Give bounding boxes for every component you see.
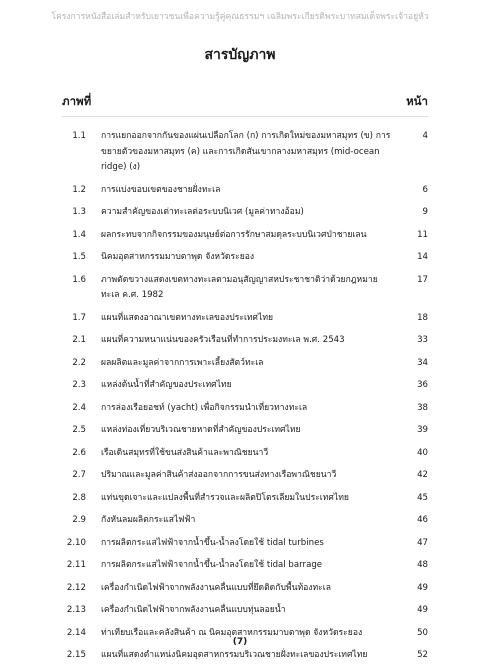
figure-page: 18 [417, 312, 428, 323]
figure-number: 1.1 [72, 131, 86, 141]
running-header: โครงการหนังสือเล่มสำหรับเยาวชนเพื่อความรู้คู่คุณธรรมฯ เฉลิมพระเกียรติพระบาทสมเด็จพระเจ้าอยู่หัว [51, 12, 429, 22]
figure-number: 2.9 [72, 515, 86, 525]
figure-number: 2.4 [72, 402, 86, 413]
figure-page: 36 [417, 380, 428, 390]
figure-number: 2.11 [66, 560, 86, 570]
figure-page: 49 [417, 582, 428, 593]
figure-entry [0, 183, 480, 199]
figure-entry [0, 513, 480, 529]
figure-page: 45 [417, 492, 428, 503]
figure-entry [0, 581, 480, 597]
figure-page: 17 [417, 274, 428, 285]
figure-caption: ภาพตัดขวางแสดงเขตทางทะเลตามอนุสัญญาสหประชาชาติว่าด้วยกฎหมายทะเล ค.ศ. 1982 [101, 274, 378, 300]
figure-caption: กังหันลมผลิตกระแสไฟฟ้า [101, 515, 196, 525]
figure-page: 52 [417, 650, 428, 660]
figure-caption: แหล่งต้นน้ำที่สำคัญของประเทศไทย [101, 380, 232, 390]
figure-page: 50 [417, 627, 428, 638]
figure-page: 14 [417, 252, 428, 262]
figure-column-header: ภาพที่ [62, 94, 92, 108]
page-title: สารบัญภาพ [204, 47, 276, 63]
figure-entry [0, 648, 480, 664]
figure-entry [0, 250, 480, 266]
figure-number: 1.2 [72, 184, 86, 195]
figure-number: 1.5 [72, 252, 86, 262]
figure-caption: การล่องเรือยอชท์ (yacht) เพื่อกิจกรรมนำเที่ยวทางทะเล [101, 402, 308, 413]
figure-number: 2.14 [66, 627, 86, 638]
page-column-header: หน้า [406, 94, 428, 108]
figure-entry [0, 401, 480, 417]
figure-number: 1.6 [72, 274, 86, 285]
figure-page: 34 [417, 357, 428, 368]
figure-page: 38 [417, 402, 428, 413]
figure-number: 2.8 [72, 492, 86, 503]
figure-entry [0, 446, 480, 462]
figure-entry [0, 311, 480, 327]
figure-entry [0, 228, 480, 244]
figure-number: 2.12 [66, 582, 86, 593]
figure-caption: การแบ่งขอบเขตของชายฝั่งทะเล [101, 184, 221, 195]
figure-entry [0, 129, 480, 176]
figure-number: 2.1 [72, 335, 86, 345]
figure-caption: ผลผลิตและมูลค่าจากการเพาะเลี้ยงสัตว์ทะเล [101, 357, 264, 368]
figure-caption: การแยกออกจากกันของแผ่นเปลือกโลก (ก) การเกิดใหม่ของมหาสมุทร (ข) การขยายตัวของมหาสมุทร (ค) และการเกิดสันเขากลางมหาสมุทร (mid-ocean ridge) (ง) [101, 131, 391, 172]
page-number: (7) [232, 637, 248, 647]
figure-entry [0, 603, 480, 619]
figure-number: 2.7 [72, 470, 86, 480]
figure-number: 2.3 [72, 380, 86, 390]
figure-list [0, 129, 480, 671]
figure-entry [0, 205, 480, 221]
figure-entry [0, 491, 480, 507]
figure-page: 47 [417, 537, 428, 548]
figure-entry [0, 468, 480, 484]
figure-caption: แผนที่แสดงอาณาเขตทางทะเลของประเทศไทย [101, 312, 274, 323]
figure-entry [0, 536, 480, 552]
figure-page: 9 [422, 207, 428, 217]
figure-caption: ผลกระทบจากกิจกรรมของมนุษย์ต่อการรักษาสมดุลระบบนิเวศป่าชายเลน [101, 229, 367, 240]
figure-page: 39 [417, 425, 428, 435]
figure-caption: แหล่งท่องเที่ยวบริเวณชายหาดที่สำคัญของประเทศไทย [101, 425, 301, 435]
figure-entry [0, 273, 480, 304]
figure-page: 6 [422, 184, 428, 195]
figure-caption: เครื่องกำเนิดไฟฟ้าจากพลังงานคลื่นแบบทุ่นลอยน้ำ [101, 605, 286, 615]
figure-caption: แผนที่แสดงตำแหน่งนิคมอุตสาหกรรมบริเวณชายฝั่งทะเลของประเทศไทย [101, 650, 368, 660]
figure-caption: แผนที่ความหนาแน่นของครัวเรือนที่ทำการประมงทะเล พ.ศ. 2543 [101, 335, 345, 345]
figure-number: 1.7 [72, 312, 86, 323]
figure-caption: ความสำคัญของเต่าทะเลต่อระบบนิเวศ (มูลค่าทางอ้อม) [101, 207, 304, 217]
figure-caption: การผลิตกระแสไฟฟ้าจากน้ำขึ้น-น้ำลงโดยใช้ tidal turbines [101, 537, 324, 548]
figure-page: 11 [417, 229, 428, 240]
figure-entry [0, 333, 480, 349]
figure-entry [0, 356, 480, 372]
figure-page: 33 [417, 335, 428, 345]
figure-caption: นิคมอุตสาหกรรมมาบตาพุด จังหวัดระยอง [101, 252, 255, 262]
figure-number: 2.15 [66, 650, 86, 660]
figure-entry [0, 378, 480, 394]
figure-number: 2.13 [66, 605, 86, 615]
figure-number: 2.6 [72, 447, 86, 458]
figure-entry [0, 423, 480, 439]
figure-caption: ท่าเทียบเรือและคลังสินค้า ณ นิคมอุตสาหกรรมมาบตาพุด จังหวัดระยอง [101, 627, 363, 638]
figure-page: 48 [417, 560, 428, 570]
figure-page: 42 [417, 470, 428, 480]
figure-number: 1.3 [72, 207, 86, 217]
figure-page: 49 [417, 605, 428, 615]
figure-page: 40 [417, 447, 428, 458]
figure-number: 2.10 [66, 537, 86, 548]
figure-caption: แท่นขุดเจาะและแปลงพื้นที่สำรวจและผลิตปิโตรเลียมในประเทศไทย [101, 492, 349, 503]
figure-entry [0, 558, 480, 574]
figure-caption: ปริมาณและมูลค่าสินค้าส่งออกจากการขนส่งทางเรือพาณิชยนาวี [101, 470, 337, 480]
figure-number: 2.5 [72, 425, 86, 435]
figure-page: 46 [417, 515, 428, 525]
header-divider [62, 116, 428, 117]
figure-page: 4 [422, 131, 428, 141]
figure-caption: การผลิตกระแสไฟฟ้าจากน้ำขึ้น-น้ำลงโดยใช้ tidal barrage [101, 560, 323, 570]
figure-caption: เครื่องกำเนิดไฟฟ้าจากพลังงานคลื่นแบบที่ยึดติดกับพื้นท้องทะเล [101, 582, 331, 593]
figure-number: 1.4 [72, 229, 86, 240]
figure-caption: เรือเดินสมุทรที่ใช้ขนส่งสินค้าและพาณิชยนาวี [101, 447, 269, 458]
figure-number: 2.2 [72, 357, 86, 368]
